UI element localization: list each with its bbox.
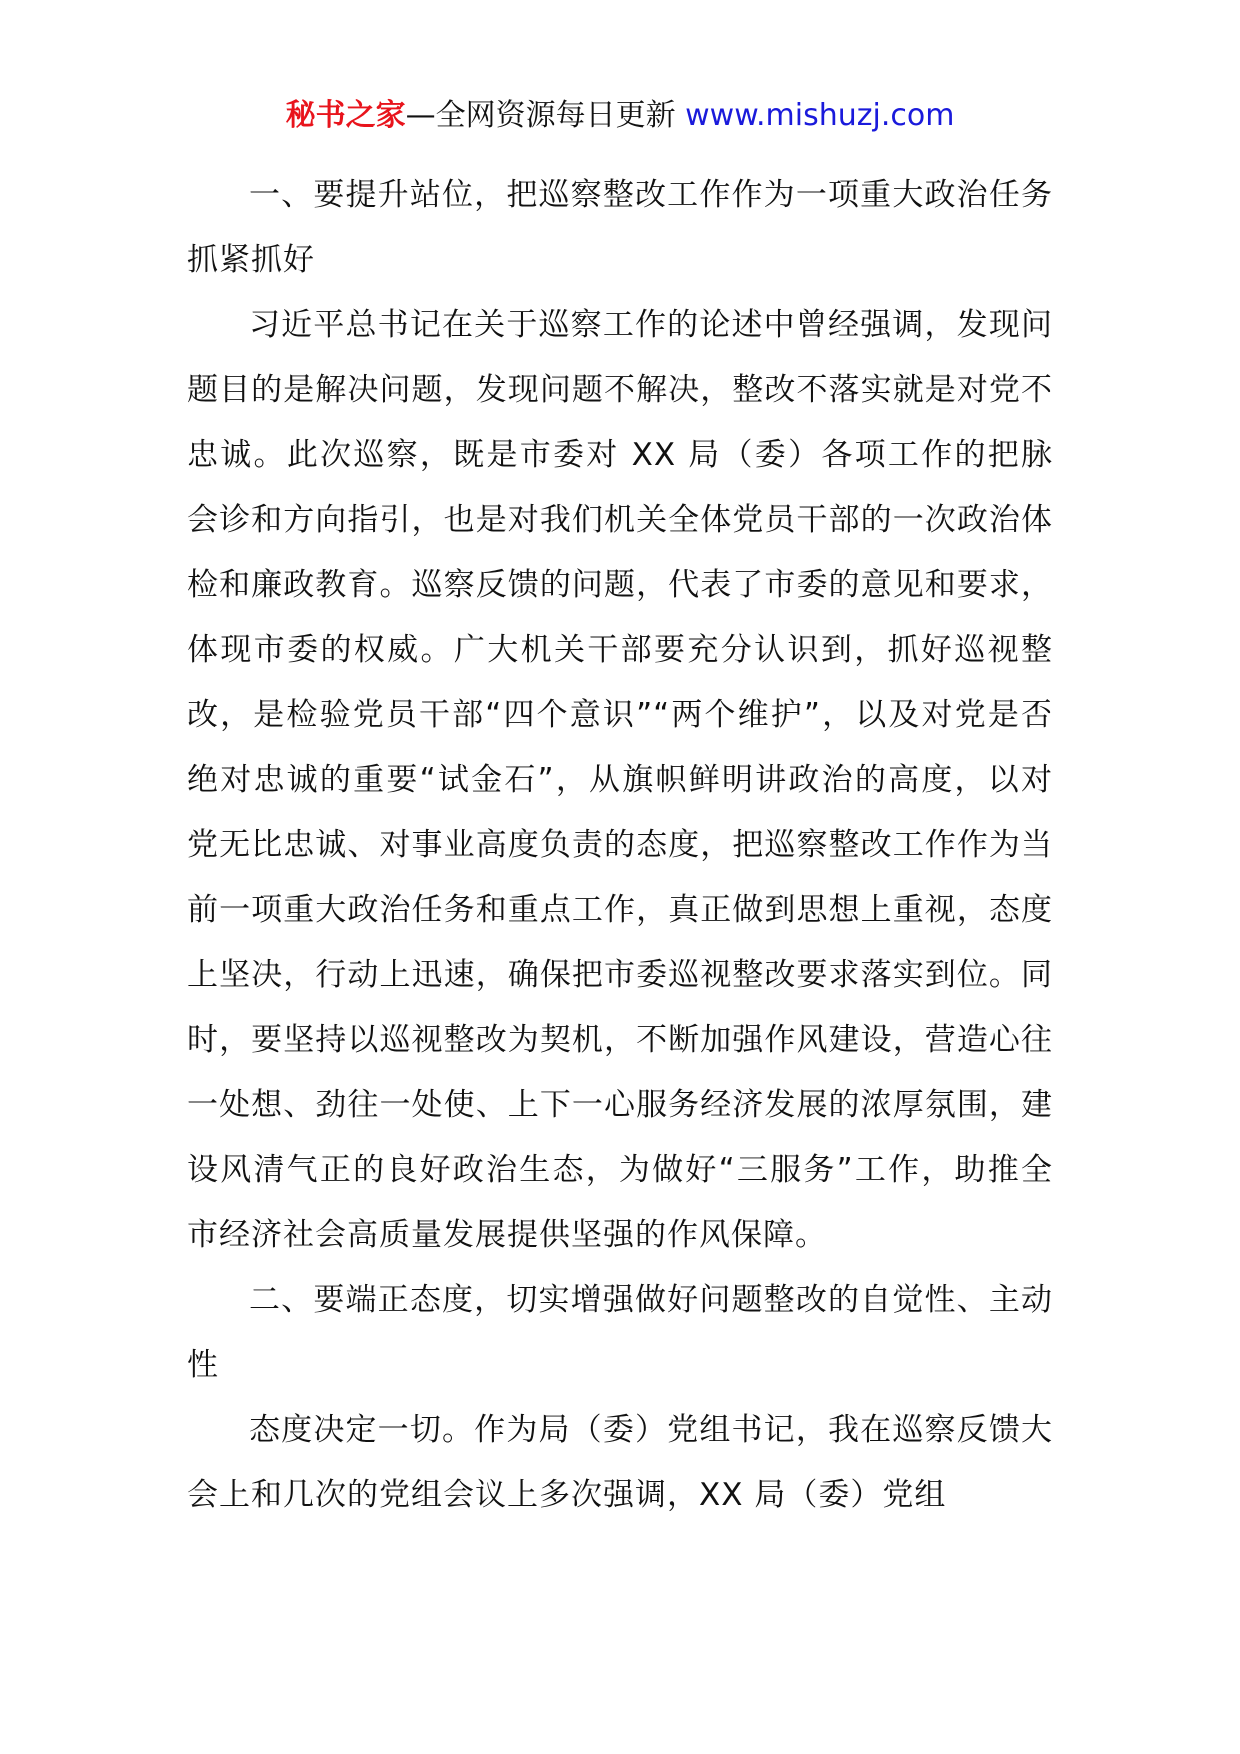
section-heading-1: 一、要提升站位，把巡察整改工作作为一项重大政治任务抓紧抓好	[187, 177, 1053, 278]
section-heading-2: 二、要端正态度，切实增强做好问题整改的自觉性、主动性	[187, 1282, 1053, 1383]
page-header	[0, 96, 1240, 136]
body-paragraph-1: 习近平总书记在关于巡察工作的论述中曾经强调，发现问题目的是解决问题，发现问题不解决，整改不落实就是对党不忠诚。此次巡察，既是市委对 XX 局（委）各项工作的把脉会诊和方向指引，也是对我们机关全体党员干部的一次政治体检和廉政教育。巡察反馈的问题，代表了市委的意见和要求，体现市委的权威。广大机关干部要充分认识到，抓好巡视整改，是检验党员干部“四个意识”“两个维护”，以及对党是否绝对忠诚的重要“试金石”，从旗帜鲜明讲政治的高度，以对党无比忠诚、对事业高度负责的态度，把巡察整改工作作为当前一项重大政治任务和重点工作，真正做到思想上重视，态度上坚决，行动上迅速，确保把市委巡视整改要求落实到位。同时，要坚持以巡视整改为契机，不断加强作风建设，营造心往一处想、劲往一处使、上下一心服务经济发展的浓厚氛围，建设风清气正的良好政治生态，为做好“三服务”工作，助推全市经济社会高质量发展提供坚强的作风保障。	[187, 307, 1053, 1253]
site-slogan: —全网资源每日更新	[405, 98, 676, 133]
site-url-link[interactable]: www.mishuzj.com	[685, 98, 955, 133]
body-paragraph-2: 态度决定一切。作为局（委）党组书记，我在巡察反馈大会上和几次的党组会议上多次强调，XX 局（委）党组	[187, 1412, 1053, 1513]
site-brand: 秘书之家	[285, 98, 406, 133]
document-body	[187, 163, 1053, 1528]
